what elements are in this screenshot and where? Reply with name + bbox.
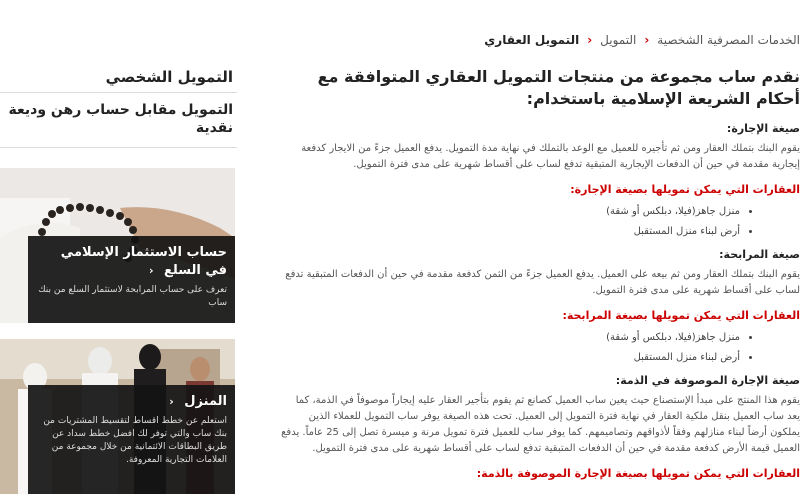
breadcrumb-separator-icon: ‹ — [587, 33, 593, 47]
promo-title-text: حساب الاستثمار الإسلامي في السلع — [60, 245, 227, 278]
promo-description: استعلم عن خطط اقساط لتقسيط المشتريات من بنك ساب والتي توفر لك افضل خطط سداد عن طريق البطاقات الائتمانية من خلال مجموعة من العلامات التجارية المعروفة. — [43, 416, 227, 465]
ijara-text: يقوم البنك بتملك العقار ومن ثم تأجيره للعميل مع الوعد بالتملك في نهاية مدة التمويل. يدفع العميل جزءً من الايجار كدفعة إيجارية مقدمة في حين أن الدفعات الإيجارية المتبقية تدفع لساب على أقساط شهرية على مدى فترة التمويل. — [301, 143, 800, 170]
ijara-dhimma-text: يقوم هذا المنتج على مبدأ الإستصناع حيث يعين ساب العميل كصانع ثم يقوم بتأجير العقار عليه إيجاراً موصوفاً في الذمة، كما يعد ساب العميل بنقل ملكية العقار في نهاية فترة التمويل إلى العميل. تحت هذه الصيغة يوفر ساب التمويل للعملاء الذين يملكون أرضاً لبناء منازلهم وفقاً لأذواقهم وتصاميمهم. كما يوفر ساب للعميل فترة تمويل مرنة و ميسرة تصل إلى 25 عاماً. يدفع العميل قيمة الأرض كدفعة مقدمة في حين أن الدفعات المتبقية تدفع لساب على أقساط شهرية على مدى فترة التمويل. — [281, 395, 800, 454]
breadcrumb — [270, 28, 800, 52]
breadcrumb-current: التمويل العقاري — [484, 33, 580, 47]
promo-description: تعرف على حساب المرابحة لاستثمار السلع من بنك ساب — [38, 285, 227, 308]
chevron-left-icon: ‹ — [148, 264, 154, 277]
promo-title — [36, 244, 227, 280]
list-item: • منزل جاهز(فيلا، دبلكس أو شقة) — [270, 328, 740, 348]
murabaha-title: صيغة المرابحة: — [719, 248, 800, 261]
promo-home[interactable] — [0, 339, 235, 494]
promo-card[interactable] — [28, 385, 235, 494]
chevron-left-icon: ‹ — [169, 395, 174, 408]
murabaha-text: يقوم البنك بتملك العقار ومن ثم بيعه على العميل. يدفع العميل جزءً من الثمن كدفعة مقدمة في حين أن الدفعات المتبقية تدفع لساب على أقساط شهرية على مدى فترة التمويل. — [285, 269, 800, 296]
list-item: • أرض لبناء منزل المستقبل — [270, 348, 740, 368]
breadcrumb-finance[interactable]: التمويل — [600, 33, 637, 47]
breadcrumb-separator-icon: ‹ — [644, 33, 650, 47]
sidebar-link-personal-finance[interactable]: التمويل الشخصي — [0, 62, 237, 93]
murabaha-properties-title: العقارات التي يمكن تمويلها بصيغة المرابحة: — [562, 309, 800, 322]
page-heading: نقدم ساب مجموعة من منتجات التمويل العقاري المتوافقة مع أحكام الشريعة الإسلامية باستخدام: — [317, 67, 800, 108]
promo-title — [36, 393, 227, 411]
sidebar-link-cash-deposit-finance[interactable]: التمويل مقابل حساب رهن وديعة نقدية — [0, 93, 237, 148]
breadcrumb-personal-banking[interactable]: الخدمات المصرفية الشخصية — [657, 33, 800, 47]
list-item: • منزل جاهز(فيلا، دبلكس أو شقة) — [270, 202, 740, 222]
ijara-title: صيغة الإجارة: — [726, 122, 800, 135]
ijara-dhimma-title: صيغة الإجارة الموصوفة في الذمة: — [615, 374, 800, 387]
main-content — [270, 62, 800, 500]
promo-commodity-investment[interactable] — [0, 168, 235, 323]
ijara-properties-list — [270, 202, 800, 242]
promo-card[interactable] — [28, 236, 235, 323]
promo-title-text: المنزل — [184, 394, 227, 409]
list-item: • أرض لبناء منزل المستقبل — [270, 222, 740, 242]
ijara-properties-title: العقارات التي يمكن تمويلها بصيغة الإجارة: — [570, 183, 800, 196]
ijara-dhimma-properties-title: العقارات التي يمكن تمويلها بصيغة الإجارة الموصوفة بالذمة: — [476, 467, 800, 480]
murabaha-properties-list — [270, 328, 800, 368]
